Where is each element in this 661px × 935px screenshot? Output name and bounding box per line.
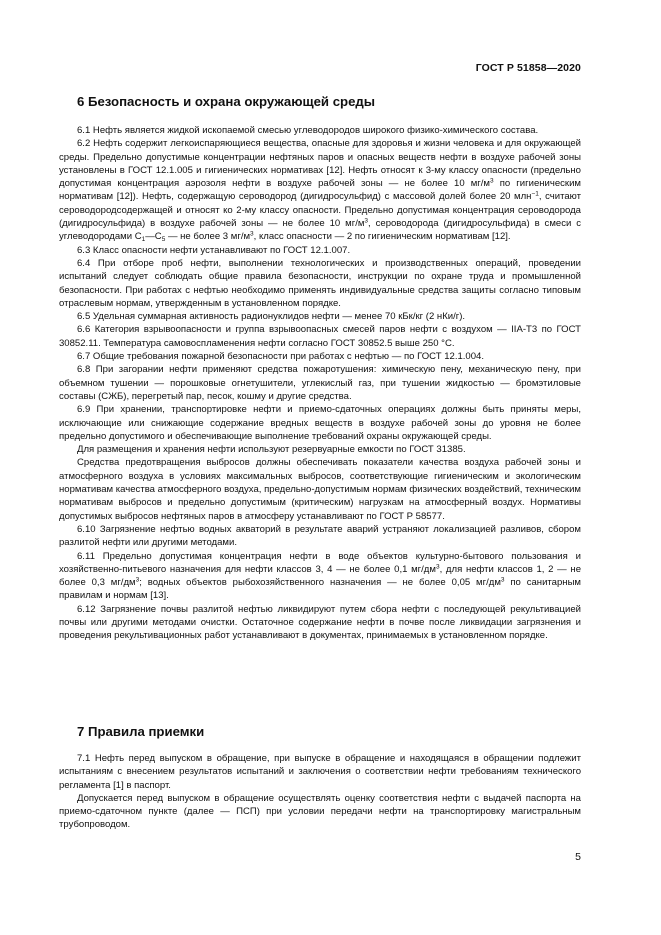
paragraph-6-9-storage: Для размещения и хранения нефти используют резервуарные емкости по ГОСТ 31385. [77,444,466,456]
paragraph-7-1-assessment: Допускается перед выпуском в обращение осуществлять оценку соответствия нефти с выдачей паспорта на приемо-сдаточном пункте (далее — ПСП) при условии передачи нефти на транспортировку магистральным трубопроводом. [59,792,581,831]
document-code: ГОСТ Р 51858—2020 [475,62,581,74]
paragraph-6-4: 6.4 При отборе проб нефти, выполнении технологических и производственных операций, проведении испытаний следует соблюдать общие правила безопасности, инструкции по охране труда и промышленной безопасности. При работах с нефтью необходимо применять индивидуальные средства защиты согласно типовым отраслевым нормам, утвержденным в установленном порядке. [59,257,581,309]
section-6 [59,93,581,643]
paragraph-6-9: 6.9 При хранении, транспортировке нефти и приемо-сдаточных операциях должны быть приняты меры, исключающие или снижающие содержание вредных веществ в воздухе рабочей зоны до уровня не более предельно допустимого и обеспечивающие выполнение требований охраны окружающей среды. [59,404,581,442]
paragraph-6-6: 6.6 Категория взрывоопасности и группа взрывоопасных смесей паров нефти с воздухом — IIA-T3 по ГОСТ 30852.11. Температура самовоспламенения нефти согласно ГОСТ 30852.5 выше 250 °С. [59,324,581,349]
section-7-heading: 7 Правила приемки [77,724,205,739]
paragraph-7-1: 7.1 Нефть перед выпуском в обращение, при выпуске в обращение и находящаяся в обращении подлежит испытаниям с внесением результатов испытаний и заключения о соответствии нефти требованиям технического регламента [1] в паспорт. [59,753,581,791]
paragraph-6-5: 6.5 Удельная суммарная активность радионуклидов нефти — менее 70 кБк/кг (2 нКи/г). [77,311,466,323]
paragraph-6-3: 6.3 Класс опасности нефти устанавливают по ГОСТ 12.1.007. [77,244,351,256]
paragraph-6-10: 6.10 Загрязнение нефтью водных акваторий в результате аварий устраняют локализацией разливов, сбором разлитой нефти или другими методами. [59,523,581,549]
paragraph-6-12: 6.12 Загрязнение почвы разлитой нефтью ликвидируют путем сбора нефти с последующей рекультивацией почвы или другими методами очистки. Остаточное содержание нефти в почве после ликвидации загрязнения и проведения рекультивационных работ устанавливают в документах, принимаемых в установленном порядке. [59,603,581,642]
paragraph-6-8: 6.8 При загорании нефти применяют средства пожаротушения: химическую пену, механическую пену, при объемном тушении — порошковые огнетушители, углекислый газ, при тушении жидкостью — бромэтиловые составы (СЖБ), перегретый пар, песок, кошму и другие средства. [59,364,581,402]
section-6-heading: 6 Безопасность и охрана окружающей среды [77,94,376,109]
paragraph-6-7: 6.7 Общие требования пожарной безопасности при работах с нефтью — по ГОСТ 12.1.004. [77,351,485,363]
paragraph-6-1: 6.1 Нефть является жидкой ископаемой смесью углеводородов широкого физико-химического состава. [77,125,539,136]
page-number: 5 [575,851,581,863]
section-7 [59,723,581,832]
paragraph-6-11: 6.11 Предельно допустимая концентрация нефти в воде объектов культурно-бытового пользования и хозяйственно-питьевого назначения для нефти классов 3, 4 — не более 0,1 $мг/дм^3$, для нефти классов 1, 2 — не более 0,3 $мг/дм^3$; водных объектов рыбохозяйственного назначения — не более 0,05 $мг/дм^3$ по санитарным правилам и нормам [13]. [59,550,581,602]
paragraph-6-9-emissions: Средства предотвращения выбросов должны обеспечивать показатели качества воздуха рабочей зоны и атмосферного воздуха в условиях максимальных выбросов, соответствующие гигиеническим и экологическим нормативам качества атмосферного воздуха, предельно-допустимым нормам физических воздействий, техническим нормативам выбросов и предельно допустимым (критическим) нагрузкам на атмосферный воздух. Нормативы допустимых выбросов нефтяных паров в атмосферу устанавливают по ГОСТ Р 58577. [59,457,581,522]
paragraph-6-2: 6.2 Нефть содержит легкоиспаряющиеся вещества, опасные для здоровья и жизни человека и для окружающей среды. Предельно допустимые концентрации нефтяных паров и опасных веществ нефти в воздухе рабочей зоны установлены в ГОСТ 12.1.005 и гигиенических нормативах [12]. Нефть относят к 3-му классу опасности (предельно допустимая концентрация аэрозоля нефти в воздухе рабочей зоны — не более 10 $мг/м^3$ по гигиеническим нормативам [12]). Нефть, содержащую сероводород (дигидросульфид) с массовой долей более 20 млн$^{-1}$, считают сероводородсодержащей и относят ко 2-му классу опасности. Предельно допустимая концентрация сероводорода (дигидросульфида) в воздухе рабочей зоны — не более 10 $мг/м^3$, сероводорода (дигидросульфида) в смеси с углеводородами $C_1—C_5$ — не более 3 $мг/м^3$, класс опасности — 2 по гигиеническим нормативам [12]. [59,138,581,244]
